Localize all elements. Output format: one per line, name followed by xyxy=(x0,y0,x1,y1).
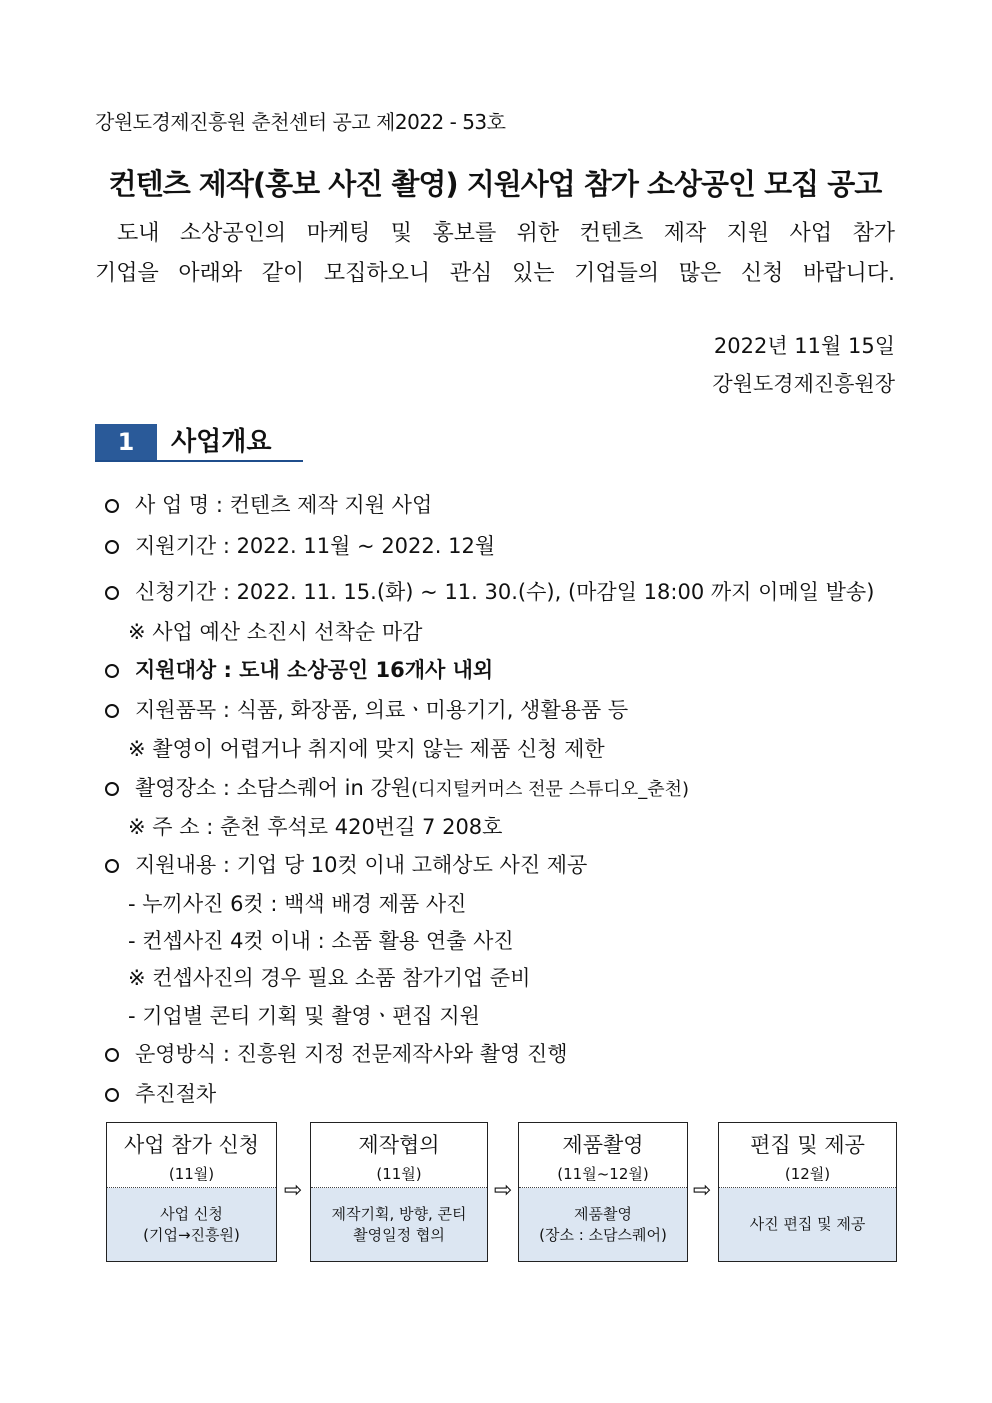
flow-step-desc: (기업→진흥원) xyxy=(143,1225,240,1244)
item-text: 지원내용 : 기업 당 10컷 이내 고해상도 사진 제공 xyxy=(135,853,588,877)
intro-line-2: 기업을 아래와 같이 모집하오니 관심 있는 기업들의 많은 신청 바랍니다. xyxy=(95,261,895,286)
section-heading xyxy=(95,424,303,462)
right-arrow-icon: ⇨ xyxy=(692,1178,712,1203)
item-support-target xyxy=(105,655,493,685)
item-text: 추진절차 xyxy=(135,1082,217,1106)
circle-bullet-icon xyxy=(105,1048,119,1062)
notice-number: 강원도경제진흥원 춘천센터 공고 제2022 - 53호 xyxy=(95,110,506,134)
flow-step-body xyxy=(311,1188,487,1261)
circle-bullet-icon xyxy=(105,704,119,718)
circle-bullet-icon xyxy=(105,782,119,796)
item-text: 지원기간 : 2022. 11월 ~ 2022. 12월 xyxy=(135,534,496,558)
item-text: 지원품목 : 식품, 화장품, 의료ㆍ미용기기, 생활용품 등 xyxy=(135,698,629,722)
issuer-name: 강원도경제진흥원장 xyxy=(712,372,895,396)
flow-step-title: 사업 참가 신청 xyxy=(123,1133,260,1157)
right-arrow-icon: ⇨ xyxy=(493,1178,513,1203)
flow-step-header xyxy=(519,1123,687,1188)
intro-paragraph xyxy=(95,214,895,294)
circle-bullet-icon xyxy=(105,499,119,513)
flow-step-desc: 사업 신청 xyxy=(160,1204,223,1223)
item-text: 지원대상 : 도내 소상공인 16개사 내외 xyxy=(135,658,494,682)
circle-bullet-icon xyxy=(105,540,119,554)
item-text: 운영방식 : 진흥원 지정 전문제작사와 촬영 진행 xyxy=(135,1042,568,1066)
circle-bullet-icon xyxy=(105,859,119,873)
flow-step-desc: 사진 편집 및 제공 xyxy=(749,1215,866,1233)
notice-date: 2022년 11월 15일 xyxy=(713,334,895,358)
flow-step-desc: 제작기획, 방향, 콘티 xyxy=(331,1204,467,1223)
item-apply-period xyxy=(105,577,874,607)
content-detail-1: - 누끼사진 6컷 : 백색 배경 제품 사진 xyxy=(128,892,467,916)
flow-step-desc: 제품촬영 xyxy=(574,1204,632,1223)
intro-line-1: 도내 소상공인의 마케팅 및 홍보를 위한 컨텐츠 제작 지원 사업 참가 xyxy=(117,221,895,246)
flow-step-month: (11월~12월) xyxy=(557,1165,649,1183)
right-arrow-icon: ⇨ xyxy=(283,1178,303,1203)
flow-step-apply xyxy=(106,1122,277,1262)
item-text: 신청기간 : 2022. 11. 15.(화) ~ 11. 30.(수), (마감일 18:00 까지 이메일 발송) xyxy=(135,580,875,604)
flow-step-header xyxy=(107,1123,276,1188)
item-text: 사 업 명 : 컨텐츠 제작 지원 사업 xyxy=(135,493,433,517)
item-support-period xyxy=(105,531,495,561)
page-title: 컨텐츠 제작(홍보 사진 촬영) 지원사업 참가 소상공인 모집 공고 xyxy=(108,167,882,201)
item-business-name xyxy=(105,490,432,520)
item-text: 촬영장소 : 소담스퀘어 in 강원 xyxy=(135,776,412,800)
content-detail-3: - 기업별 콘티 기획 및 촬영ㆍ편집 지원 xyxy=(128,1004,480,1028)
section-label: 사업개요 xyxy=(171,427,272,457)
flow-step-title: 제품촬영 xyxy=(562,1133,644,1157)
circle-bullet-icon xyxy=(105,1088,119,1102)
item-support-content xyxy=(105,850,587,880)
item-subtext: (디지털커머스 전문 스튜디오_춘천) xyxy=(411,779,689,800)
item-support-products xyxy=(105,695,628,725)
flow-step-body xyxy=(107,1188,276,1261)
flow-step-month: (11월) xyxy=(168,1165,215,1183)
flow-step-month: (12월) xyxy=(784,1165,831,1183)
section-number: 1 xyxy=(95,424,157,460)
note-apply: ※ 사업 예산 소진시 선착순 마감 xyxy=(128,620,423,644)
flow-step-desc: (장소 : 소담스퀘어) xyxy=(539,1225,667,1244)
circle-bullet-icon xyxy=(105,586,119,600)
item-shoot-place xyxy=(105,773,689,805)
note-address: ※ 주 소 : 춘천 후석로 420번길 7 208호 xyxy=(128,815,503,839)
note-products: ※ 촬영이 어렵거나 취지에 맞지 않는 제품 신청 제한 xyxy=(128,737,605,761)
flow-step-header xyxy=(719,1123,896,1188)
flow-step-shoot xyxy=(518,1122,688,1262)
circle-bullet-icon xyxy=(105,664,119,678)
flow-step-body xyxy=(519,1188,687,1261)
flow-step-deliver xyxy=(718,1122,897,1262)
flow-step-month: (11월) xyxy=(376,1165,422,1183)
flow-step-body xyxy=(719,1188,896,1261)
content-detail-2: - 컨셉사진 4컷 이내 : 소품 활용 연출 사진 xyxy=(128,929,514,953)
item-procedure xyxy=(105,1079,216,1109)
flow-step-title: 편집 및 제공 xyxy=(750,1133,865,1157)
item-operation xyxy=(105,1039,568,1069)
flow-step-desc: 촬영일정 협의 xyxy=(353,1225,445,1244)
note-content: ※ 컨셉사진의 경우 필요 소품 참가기업 준비 xyxy=(128,966,531,990)
flow-step-title: 제작협의 xyxy=(358,1133,440,1157)
flow-step-consult xyxy=(310,1122,488,1262)
flow-step-header xyxy=(311,1123,487,1188)
